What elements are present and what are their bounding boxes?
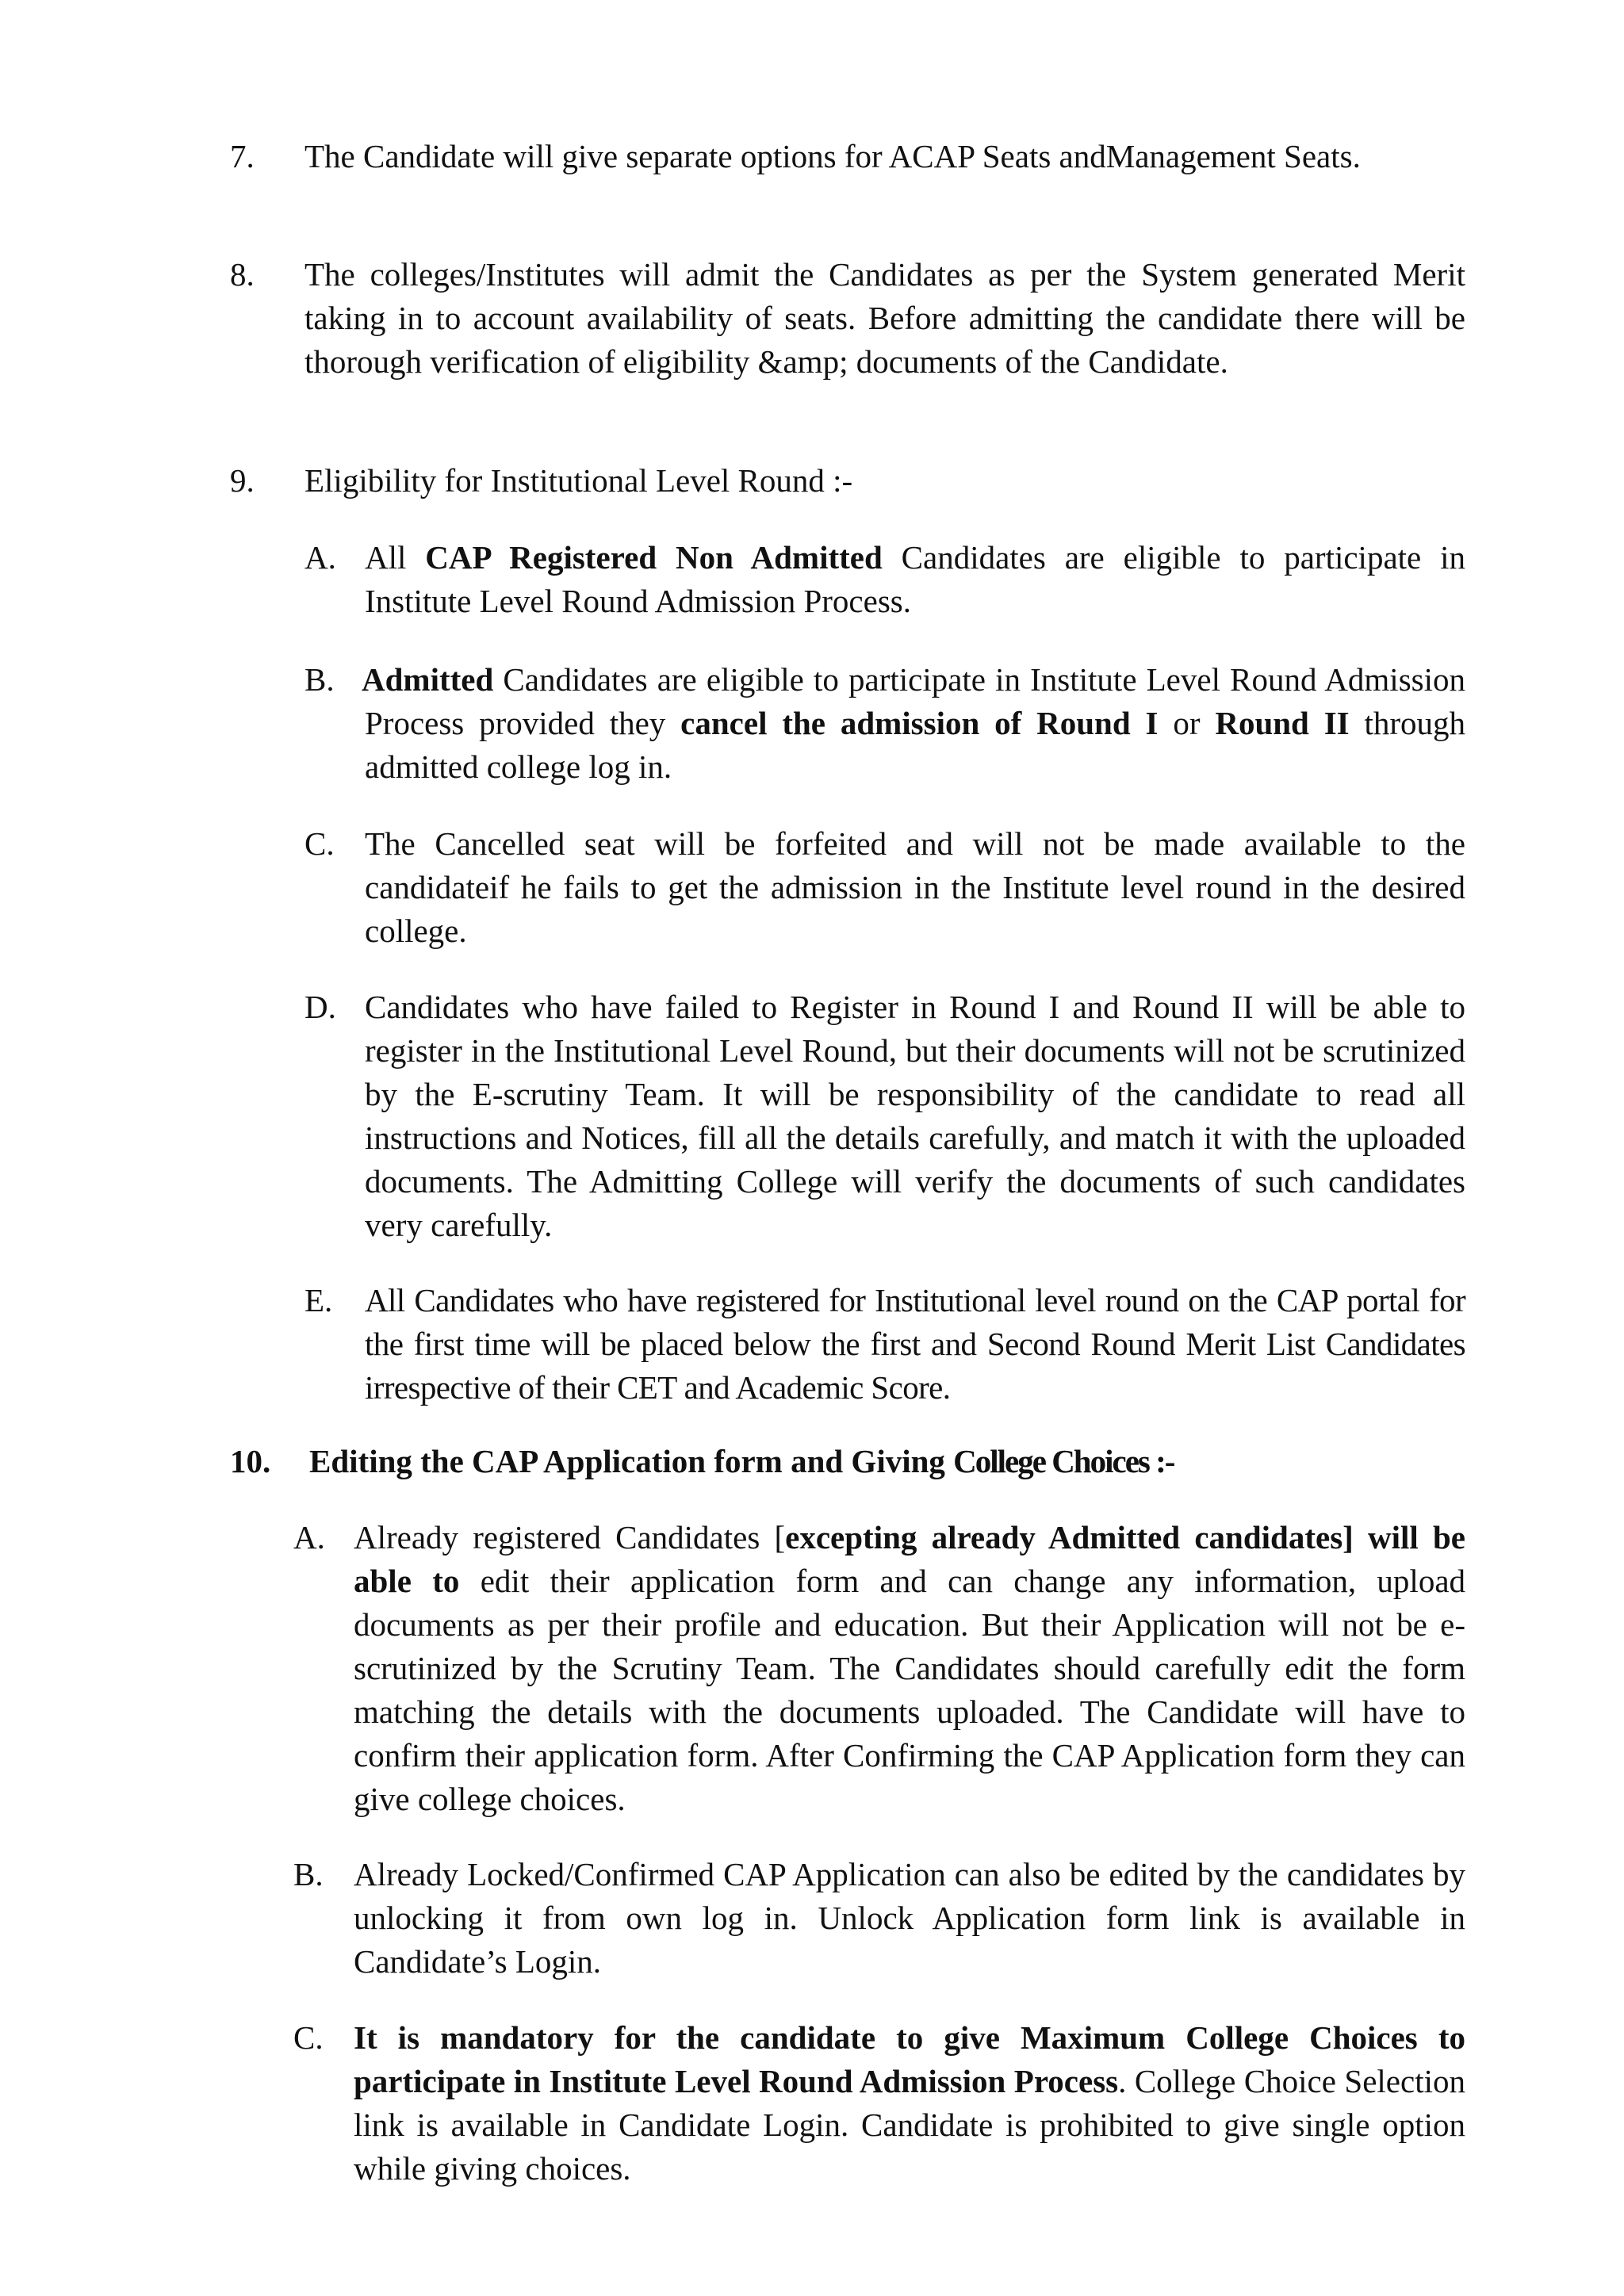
item-10c-text: It is mandatory for the candidate to give Maximum College Choices to participate in Institute Level Round Admission Process. College Choice Selection link is available in Candidate Login. Candidate is prohibited to give single option while giving choices. — [354, 2019, 1465, 2187]
item-10a-text: Already registered Candidates [excepting already Admitted candidates] will be able to edit their application form and can change any information, upload documents as per their profile and education. But their Application will not be e-scrutinized by the Scrutiny Team. The Candidates should carefully edit the form matching the details with the documents uploaded. The Candidate will have to confirm their application form. After Confirming the CAP Application form they can give college choices. — [354, 1519, 1466, 1817]
item-7-text: The Candidate will give separate options for ACAP Seats andManagement Seats. — [304, 138, 1361, 174]
item-8-text: The colleges/Institutes will admit the Candidates as per the System generated Merit taking in to account availability of seats. Before admitting the candidate there will be thorough verification of eligibility &amp; documents of the Candidate. — [304, 256, 1465, 380]
item-9d-text: Candidates who have failed to Register in Round I and Round II will be able to register in the Institutional Level Round, but their documents will not be scrutinized by the E-scrutiny Team. It will be responsibility of the candidate to read all instructions and Notices, fill all the details carefully, and match it with the uploaded documents. The Admitting College will verify the documents of such candidates very carefully. — [365, 989, 1465, 1243]
item-10b-letter: B. — [293, 1856, 324, 1892]
item-7-number: 7. — [230, 138, 255, 174]
item-9e-letter: E. — [304, 1282, 333, 1318]
item-9e-text: All Candidates who have registered for Institutional level round on the CAP portal for the first time will be placed below the first and Second Round Merit List Candidates irrespective of their CET and Academic Score. — [365, 1282, 1465, 1406]
item-9a-letter: A. — [304, 539, 336, 576]
item-9b-letter: B. — [304, 661, 335, 698]
item-9c-letter: C. — [304, 825, 335, 862]
item-10a-letter: A. — [293, 1519, 325, 1556]
item-9c-text: The Cancelled seat will be forfeited and will not be made available to the candidateif he fails to get the admission in the Institute level round in the desired college. — [365, 825, 1465, 949]
item-8-number: 8. — [230, 256, 255, 293]
item-10c-letter: C. — [293, 2019, 324, 2056]
item-9d-letter: D. — [304, 989, 336, 1025]
item-9-text: Eligibility for Institutional Level Round :- — [304, 462, 853, 499]
item-10-heading: Editing the CAP Application form and Giving College Choices :- — [309, 1443, 1174, 1479]
item-9-number: 9. — [230, 462, 255, 499]
item-10b-text: Already Locked/Confirmed CAP Application can also be edited by the candidates by unlocking it from own log in. Unlock Application form link is available in Candidate’s Login. — [354, 1856, 1465, 1980]
item-9a-text: All CAP Registered Non Admitted Candidates are eligible to participate in Institute Level Round Admission Process. — [365, 539, 1466, 619]
item-9b-text: Admitted Candidates are eligible to participate in Institute Level Round Admission Process provided they cancel the admission of Round I or Round II through admitted college log in. — [362, 661, 1466, 785]
item-10-number: 10. — [230, 1443, 271, 1479]
